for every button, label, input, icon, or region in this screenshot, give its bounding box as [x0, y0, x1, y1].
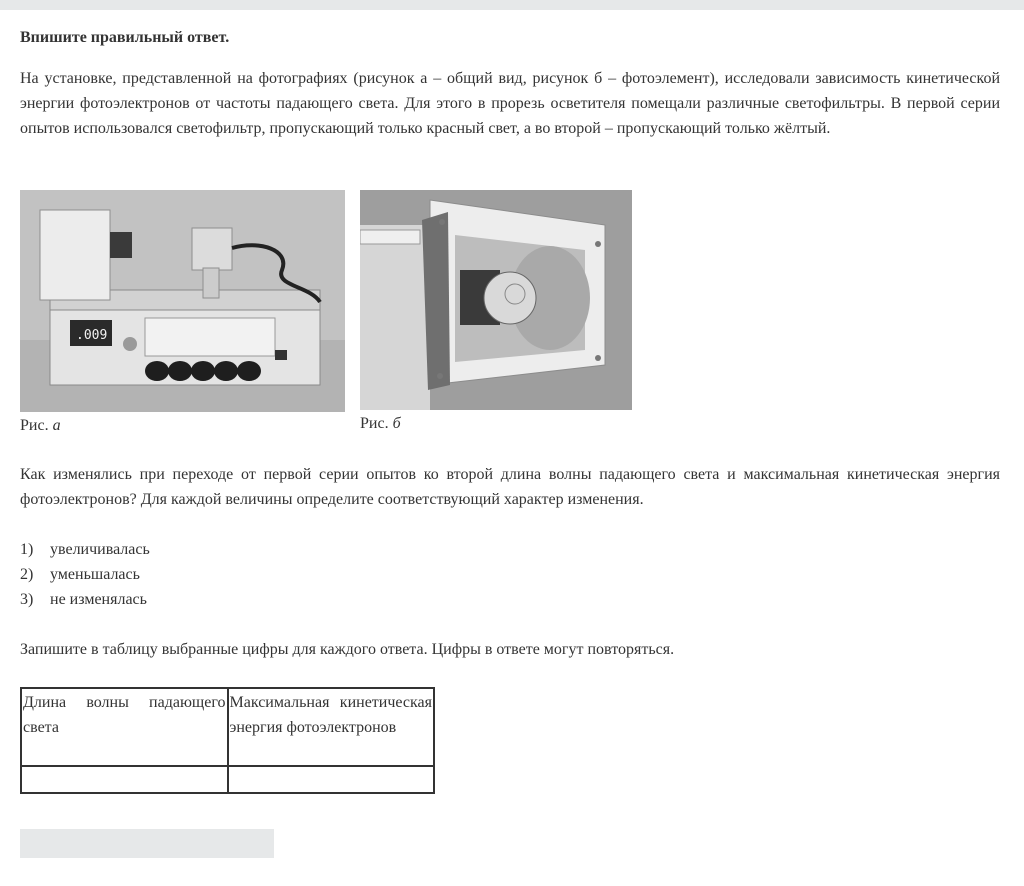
- top-bar: [0, 0, 1024, 10]
- photo-photocell: [360, 190, 632, 410]
- caption-prefix: Рис.: [360, 415, 389, 432]
- option-number: 3): [20, 591, 34, 608]
- header-wavelength: Длина волны падающего света: [21, 688, 228, 766]
- task-instruction: Впишите правильный ответ.: [20, 29, 230, 46]
- option-item: [20, 587, 150, 612]
- answer-cell-wavelength: [21, 766, 228, 793]
- submit-button[interactable]: [20, 829, 274, 858]
- answer-table-input-row: [21, 766, 434, 793]
- option-text: не изменялась: [50, 591, 147, 608]
- answer-table-header-row: [21, 688, 434, 766]
- caption-letter: а: [52, 417, 61, 434]
- photo-setup-general-view: [20, 190, 345, 412]
- question-text: Как изменялись при переходе от первой серии опытов ко второй длина волны падающего света и максимальная кинетическая энергия фотоэлектронов? Для каждой величины определите соответствующий характер изменения.: [20, 466, 1000, 508]
- figure-b: [360, 190, 632, 435]
- figure-b-caption: [360, 413, 632, 435]
- option-text: уменьшалась: [50, 566, 140, 583]
- task-description: На установке, представленной на фотографиях (рисунок а – общий вид, рисунок б – фотоэлемент), исследовали зависимость кинетической энергии фотоэлектронов от частоты падающего света. Для этого в прорезь осветителя помещали различные светофильтры. В первой серии опытов использовался светофильтр, пропускающий только красный свет, а во второй – пропускающий только жёлтый.: [20, 70, 1000, 137]
- answer-input-kinetic-energy[interactable]: [229, 769, 434, 791]
- display-reading: .009: [76, 328, 108, 343]
- answer-cell-kinetic-energy: [228, 766, 435, 793]
- figures: [20, 190, 640, 440]
- figure-a: [20, 190, 345, 437]
- answer-table: [20, 687, 435, 794]
- answer-instruction: Запишите в таблицу выбранные цифры для каждого ответа. Цифры в ответе могут повторяться.: [20, 641, 675, 658]
- option-number: 2): [20, 566, 34, 583]
- option-item: [20, 562, 150, 587]
- option-number: 1): [20, 541, 34, 558]
- answer-input-wavelength[interactable]: [22, 769, 227, 791]
- option-text: увеличивалась: [50, 541, 150, 558]
- option-item: [20, 537, 150, 562]
- figure-a-caption: [20, 415, 345, 437]
- options-list: [20, 537, 150, 612]
- caption-prefix: Рис.: [20, 417, 49, 434]
- caption-letter: б: [392, 415, 401, 432]
- header-kinetic-energy: Максимальная кинетическая энергия фотоэлектронов: [228, 688, 435, 766]
- task-text: [20, 24, 1000, 141]
